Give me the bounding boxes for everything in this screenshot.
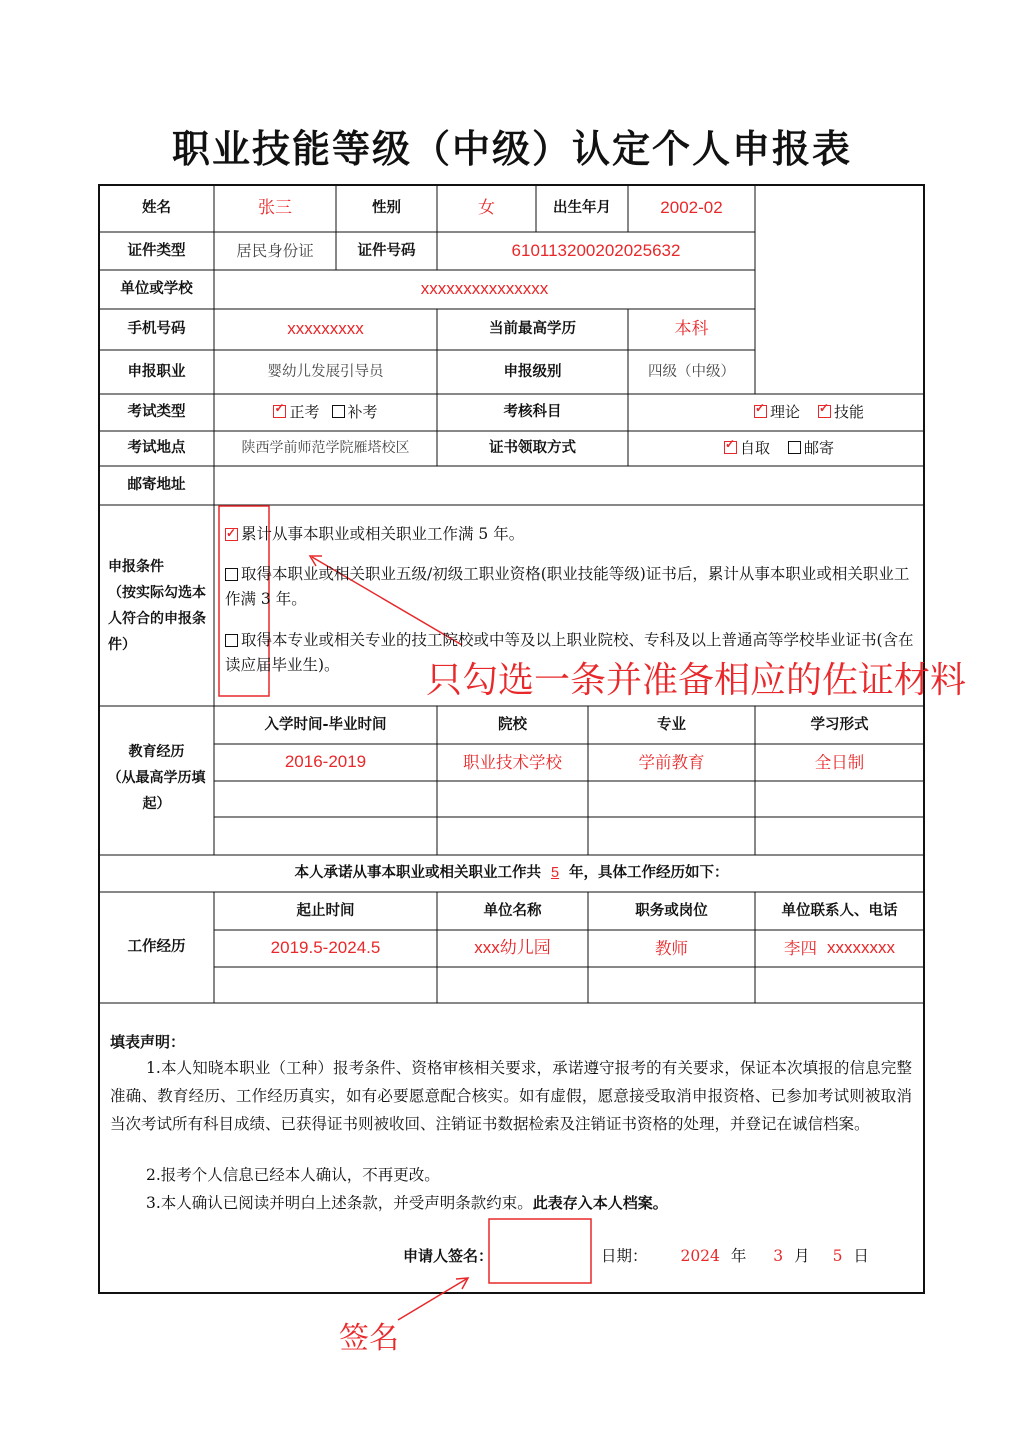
id-no-value: 610113200202025632 [511,240,681,260]
work-row-contact [755,930,924,967]
work-row-org: xxx幼儿园 [474,938,551,958]
checkbox-checked-icon [754,405,767,418]
label-mail-addr: 邮寄地址 [127,477,186,494]
checkbox-empty-icon [225,568,238,581]
mail-addr-field[interactable] [214,466,924,505]
condition-3[interactable]: 取得本专业或相关专业的技工院校或中等及以上职业院校、专科及以上普通高等学校毕业证书(含在读应届毕业生)。 [225,631,914,674]
name-value: 张三 [258,198,292,219]
checkbox-empty-icon [332,405,345,418]
checkbox-checked-icon [225,528,238,541]
date-month: 3 [773,1247,784,1265]
pledge-years: 5 [550,865,560,882]
date-year: 2024 [680,1247,720,1265]
label-subjects: 考核科目 [503,404,562,421]
label-cert-method: 证书领取方式 [489,440,576,457]
condition-2[interactable]: 取得本职业或相关职业五级/初级工职业资格(职业技能等级)证书后，累计从事本职业或相关职业工作满 3 年。 [225,565,910,608]
work-header-contact: 单位联系人、电话 [781,902,898,919]
checkbox-checked-icon [273,405,286,418]
label-exam-type: 考试类型 [127,404,186,421]
condition-1[interactable]: ✓累计从事本职业或相关职业工作满 5 年。 [225,522,915,547]
cert-option-mail[interactable]: 邮寄 [788,439,834,459]
label-exam-place: 考试地点 [127,440,186,457]
gender-value: 女 [478,198,495,219]
subject-option-skill[interactable]: ✓ 技能 [818,403,864,423]
exam-type-option-formal[interactable]: ✓ 正考 [273,403,319,423]
label-edu-history: 教育经历 （从最高学历填起） [107,744,206,812]
date-line: 日期： 2024 年 3 月 5 日 [601,1247,869,1265]
work-header-post: 职务或岗位 [635,902,708,919]
label-id-type: 证件类型 [127,242,186,259]
declaration-p3: 3.本人确认已阅读并明白上述条款，并受声明条款约束。此表存入本人档案。 [146,1194,668,1212]
label-phone: 手机号码 [127,321,186,338]
label-level: 申报级别 [503,363,562,380]
declaration-heading: 填表声明： [110,1033,186,1051]
declaration-p2: 2.报考个人信息已经本人确认，不再更改。 [146,1166,440,1184]
label-org: 单位或学校 [120,281,193,298]
edu-row-period: 2016-2019 [284,752,367,772]
phone-value: xxxxxxxxx [287,319,364,339]
edu-row-school: 职业技术学校 [463,752,562,772]
subjects-options [628,394,924,431]
checkbox-empty-icon [788,441,801,454]
date-day: 5 [832,1247,843,1265]
edu-row-mode: 全日制 [814,752,865,772]
level-value: 四级（中级） [648,363,735,380]
annotation-note: 只勾选一条并准备相应的佐证材料 [426,660,967,701]
edu-row-major: 学前教育 [638,752,705,772]
id-type-value: 居民身份证 [236,241,314,260]
work-contact-name: 李四 [784,938,817,958]
declaration-p1: 1.本人知晓本职业（工种）报考条件、资格审核相关要求，承诺遵守报考的有关要求，保证本次填报的信息完整准确、教育经历、工作经历真实，如有必要愿意配合核实。如有虚假，愿意接受取消申报资格、已参加考试则被取消当次考试所有科目成绩、已获得证书则被收回、注销证书数据检索及注销证书资格的处理，并登记在诚信档案。 [110,1059,912,1133]
label-education: 当前最高学历 [489,321,576,338]
checkbox-checked-icon [724,441,737,454]
work-header-period: 起止时间 [296,902,355,919]
checkbox-checked-icon [818,405,831,418]
edu-header-major: 专业 [657,716,686,733]
edu-header-school: 院校 [498,716,527,733]
annotation-sign: 签名 [339,1321,399,1356]
label-gender: 性别 [372,200,401,217]
subject-option-theory[interactable]: ✓ 理论 [754,403,800,423]
label-name: 姓名 [142,200,171,217]
signature-field[interactable] [490,1220,590,1282]
education-value: 本科 [674,319,709,340]
work-contact-phone: xxxxxxxx [827,938,895,958]
work-pledge: 本人承诺从事本职业或相关职业工作共 5 年，具体工作经历如下： [294,865,729,882]
work-header-org: 单位名称 [483,902,542,919]
work-row-period: 2019.5-2024.5 [270,938,381,958]
birth-value: 2002-02 [660,198,723,218]
cert-option-self[interactable]: ✓ 自取 [724,439,770,459]
cert-method-options [628,431,924,466]
label-id-no: 证件号码 [357,242,416,259]
edu-header-mode: 学习形式 [810,716,869,733]
sign-label: 申请人签名： [403,1247,494,1265]
exam-place-value: 陕西学前师范学院雁塔校区 [241,440,410,457]
exam-type-option-makeup[interactable]: 补考 [332,403,378,423]
form-title: 职业技能等级（中级）认定个人申报表 [171,127,852,171]
occupation-value: 婴幼儿发展引导员 [267,363,384,380]
label-birth: 出生年月 [553,200,611,217]
label-conditions: 申报条件 （按实际勾选本人符合的申报条件） [108,559,206,653]
exam-type-options [214,394,437,431]
checkbox-empty-icon [225,634,238,647]
label-occupation: 申报职业 [127,363,186,380]
edu-header-period: 入学时间-毕业时间 [264,716,387,733]
work-row-post: 教师 [655,938,688,958]
label-work-history: 工作经历 [127,939,186,956]
org-value: xxxxxxxxxxxxxxx [420,279,549,299]
